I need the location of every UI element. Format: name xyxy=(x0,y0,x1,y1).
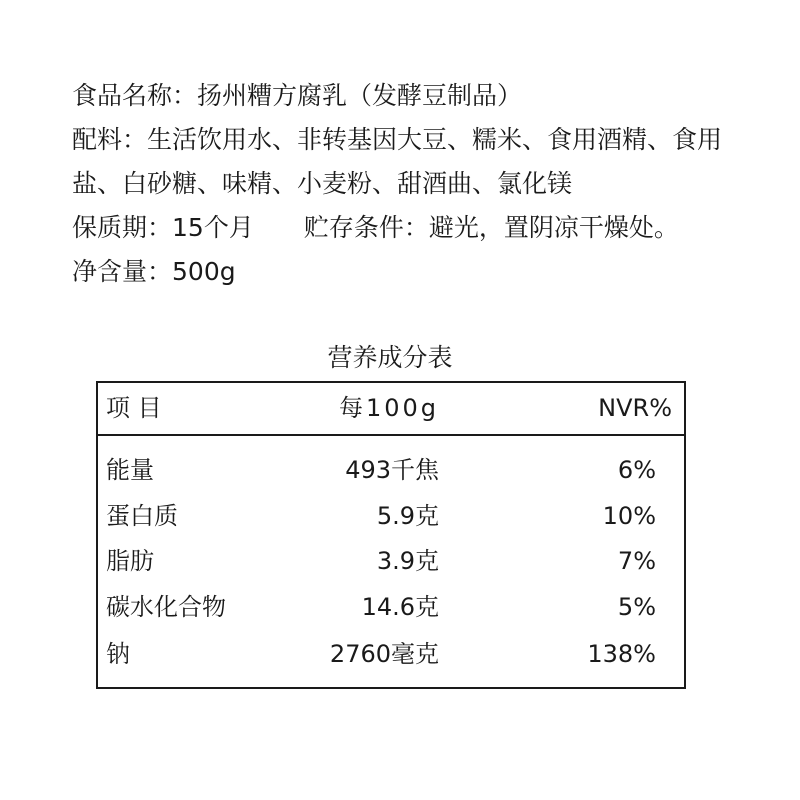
product-info xyxy=(72,74,762,294)
ingredients-value-1: 生活饮用水、非转基因大豆、糯米、食用酒精、食用 xyxy=(147,125,723,154)
header-per-100g: 每100g xyxy=(338,394,439,422)
row-per-100g: 493千焦 xyxy=(345,456,439,484)
row-per-100g: 14.6克 xyxy=(361,593,439,621)
row-item: 脂肪 xyxy=(106,547,154,575)
row-per-100g: 3.9克 xyxy=(376,547,439,575)
row-nvr: 10% xyxy=(602,502,656,530)
product-name-value: 扬州糟方腐乳（发酵豆制品） xyxy=(197,81,523,110)
product-name-label: 食品名称： xyxy=(72,81,198,110)
table-row xyxy=(98,632,684,678)
ingredients-line-2 xyxy=(72,162,762,206)
row-item: 碳水化合物 xyxy=(106,593,226,621)
row-nvr: 6% xyxy=(617,456,656,484)
row-item: 蛋白质 xyxy=(106,502,178,530)
nutrition-table xyxy=(96,381,686,689)
shelf-life-value: 15个月 xyxy=(172,213,254,242)
table-row xyxy=(98,448,684,494)
header-nvr: NVR% xyxy=(598,394,672,422)
nutrition-table-title: 营养成分表 xyxy=(327,343,453,372)
ingredients-line-1 xyxy=(72,118,762,162)
net-content-value: 500g xyxy=(172,257,236,286)
storage-label: 贮存条件： xyxy=(303,213,429,242)
ingredients-value-2: 盐、白砂糖、味精、小麦粉、甜酒曲、氯化镁 xyxy=(72,169,573,198)
row-per-100g: 5.9克 xyxy=(376,502,439,530)
table-row xyxy=(98,585,684,631)
row-item: 钠 xyxy=(106,640,130,668)
row-nvr: 138% xyxy=(587,640,656,668)
row-per-100g: 2760毫克 xyxy=(329,640,439,668)
row-item: 能量 xyxy=(106,456,154,484)
table-row xyxy=(98,494,684,540)
product-name-line xyxy=(72,74,762,118)
header-item: 项 目 xyxy=(106,394,162,422)
storage-value: 避光，置阴凉干燥处。 xyxy=(428,213,679,242)
shelf-life-label: 保质期： xyxy=(72,213,173,242)
table-row xyxy=(98,539,684,585)
shelf-life-storage-line xyxy=(72,206,762,250)
net-content-line xyxy=(72,250,762,294)
row-nvr: 5% xyxy=(617,593,656,621)
row-nvr: 7% xyxy=(617,547,656,575)
nutrition-table-header xyxy=(98,383,684,436)
net-content-label: 净含量： xyxy=(72,257,173,286)
ingredients-label: 配料： xyxy=(72,125,148,154)
